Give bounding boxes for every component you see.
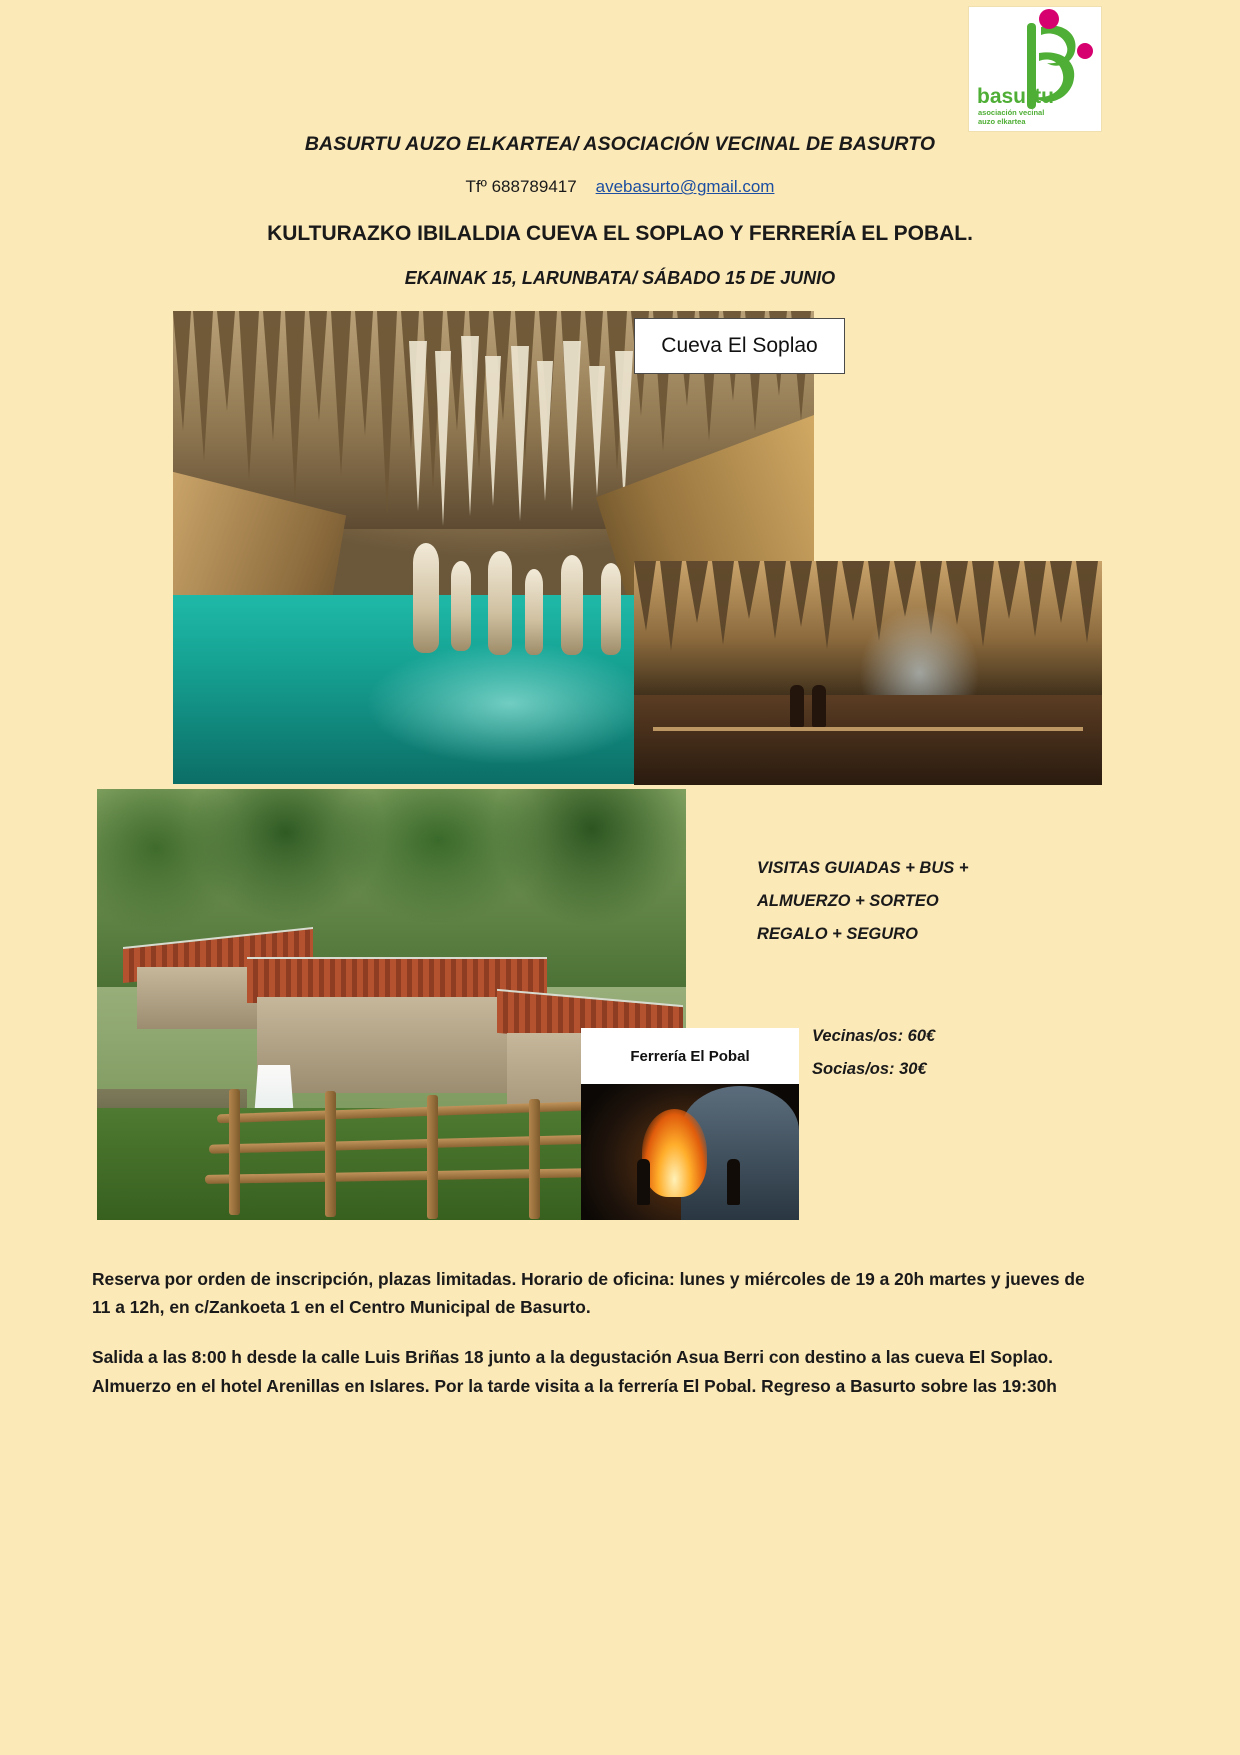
logo <box>968 6 1102 132</box>
cave-label-text: Cueva El Soplao <box>661 334 818 357</box>
includes-line-3: REGALO + SEGURO <box>757 925 918 943</box>
svg-text:basurtu: basurtu <box>977 85 1055 108</box>
details-paragraph-2: Salida a las 8:00 h desde la calle Luis Briñas 18 junto a la degustación Asua Berri con destino a las cueva El Soplao. Almuerzo en el hotel Arenillas en Islares. Por la tarde visita a la ferrería El Pobal. Regreso a Basurto sobre las 19:30h <box>92 1347 1057 1396</box>
details-text <box>92 1265 1102 1422</box>
cave-photo-label <box>634 318 845 374</box>
price-neighbours: Vecinas/os: 60€ <box>812 1027 936 1045</box>
photo-ferreria-forja <box>581 1028 799 1220</box>
price-members: Socias/os: 30€ <box>812 1060 927 1078</box>
photo-cueva-pasarela <box>634 561 1102 785</box>
svg-text:auzo elkartea: auzo elkartea <box>978 117 1026 126</box>
details-paragraph-1: Reserva por orden de inscripción, plazas limitadas. Horario de oficina: lunes y miércoles de 19 a 20h martes y jueves de 11 a 12h, en c/Zankoeta 1 en el Centro Municipal de Basurto. <box>92 1269 1085 1318</box>
contact-line <box>0 177 1240 197</box>
page-title: KULTURAZKO IBILALDIA CUEVA EL SOPLAO Y FERRERÍA EL POBAL. <box>267 222 973 245</box>
includes-block <box>757 852 1087 951</box>
email-link[interactable]: avebasurto@gmail.com <box>595 177 775 196</box>
includes-line-2: ALMUERZO + SORTEO <box>757 892 939 910</box>
ferreria-caption-text: Ferrería El Pobal <box>630 1047 750 1065</box>
ferreria-caption <box>581 1028 799 1084</box>
organization-title: BASURTU AUZO ELKARTEA/ ASOCIACIÓN VECINAL DE BASURTO <box>304 133 936 155</box>
includes-line-1: VISITAS GUIADAS + BUS + <box>757 859 969 877</box>
prices-block <box>812 1020 1112 1086</box>
phone-label: Tfº 688789417 <box>465 177 577 196</box>
svg-text:asociación vecinal: asociación vecinal <box>978 108 1045 117</box>
event-date: EKAINAK 15, LARUNBATA/ SÁBADO 15 DE JUNIO <box>404 268 836 288</box>
